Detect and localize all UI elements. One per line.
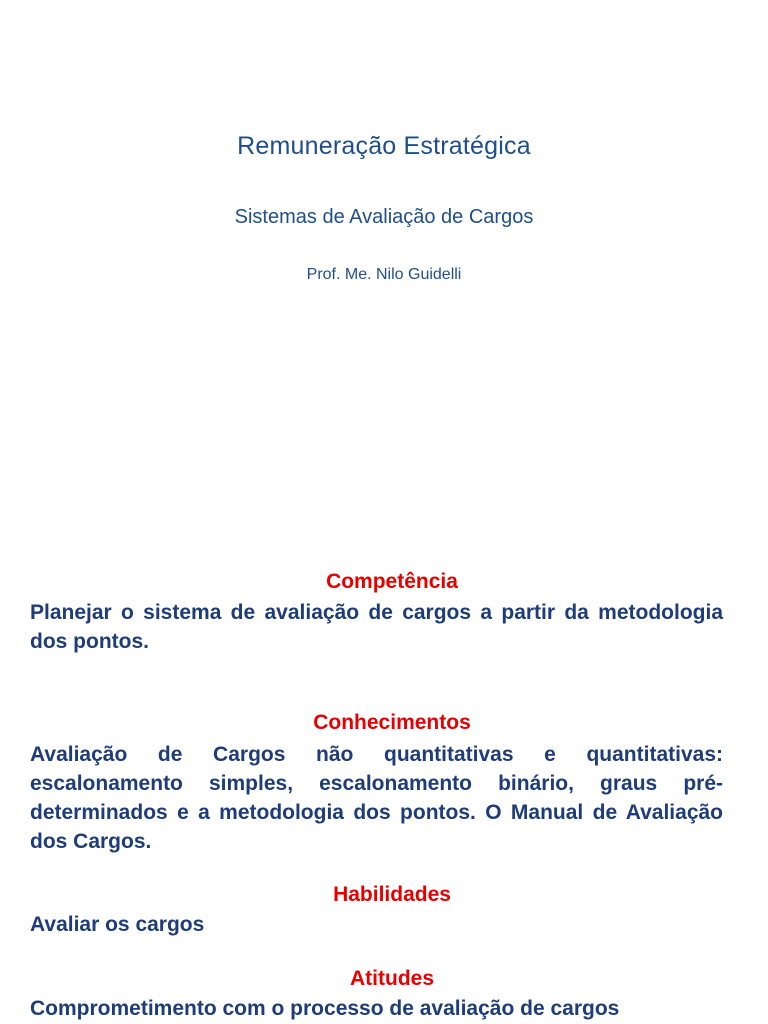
author-line: Prof. Me. Nilo Guidelli (306, 266, 462, 283)
section-heading-atitudes: Atitudes (350, 967, 434, 990)
section-heading-competencia: Competência (326, 570, 458, 593)
page-subtitle: Sistemas de Avaliação de Cargos (234, 206, 534, 228)
section-body-conhecimentos: Avaliação de Cargos não quantitativas e quantitativas: escalonamento simples, escalonamento binário, graus pré-determinados e a metodologia dos pontos. O Manual de Avaliação dos Cargos. (30, 743, 723, 853)
section-body-habilidades: Avaliar os cargos (30, 913, 205, 936)
section-body-competencia: Planejar o sistema de avaliação de cargos a partir da metodologia dos pontos. (30, 601, 723, 653)
page-title: Remuneração Estratégica (237, 132, 531, 160)
section-body-atitudes: Comprometimento com o processo de avaliação de cargos (30, 997, 620, 1020)
section-heading-conhecimentos: Conhecimentos (313, 711, 471, 734)
section-heading-habilidades: Habilidades (333, 883, 451, 906)
